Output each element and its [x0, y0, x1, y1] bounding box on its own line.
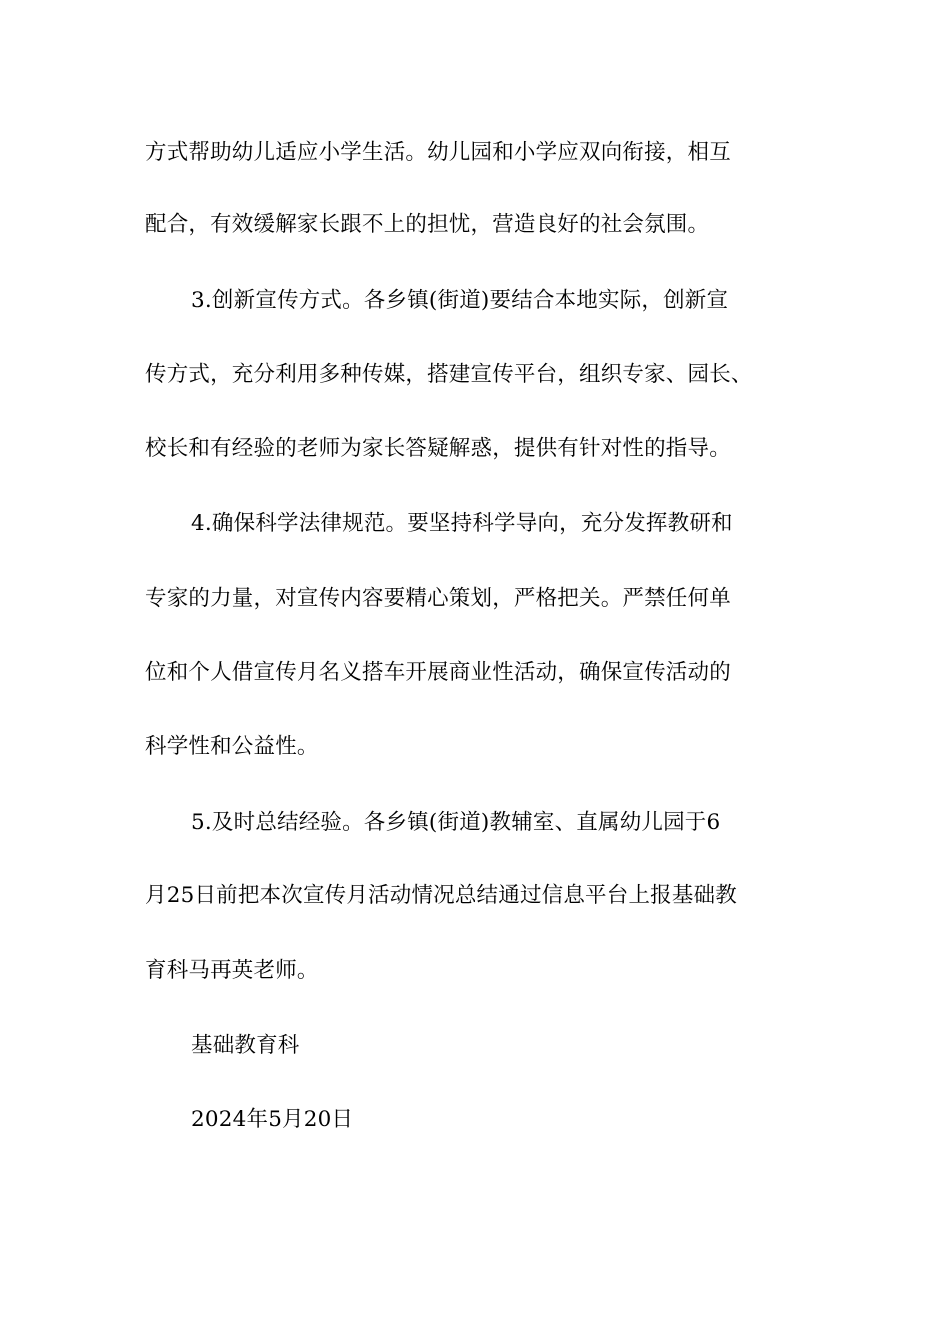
signature-department: 基础教育科	[191, 1033, 300, 1058]
paragraph-2-line-2: 配合，有效缓解家长跟不上的担忧，营造良好的社会氛围。	[145, 212, 710, 237]
item-5-line-3: 育科马再英老师。	[145, 958, 319, 983]
item-5-line-2: 月25日前把本次宣传月活动情况总结通过信息平台上报基础教	[145, 883, 737, 908]
item-5-line-1: 5.及时总结经验。各乡镇(街道)教辅室、直属幼儿园于6	[191, 810, 721, 835]
item-4-line-2: 专家的力量，对宣传内容要精心策划，严格把关。严禁任何单	[145, 586, 731, 611]
item-4-line-3: 位和个人借宣传月名义搭车开展商业性活动，确保宣传活动的	[145, 660, 731, 685]
item-4-line-1: 4.确保科学法律规范。要坚持科学导向，充分发挥教研和	[191, 511, 733, 536]
item-3-line-1: 3.创新宣传方式。各乡镇(街道)要结合本地实际，创新宣	[191, 288, 729, 313]
item-4-line-4: 科学性和公益性。	[145, 734, 319, 759]
item-3-line-3: 校长和有经验的老师为家长答疑解惑，提供有针对性的指导。	[145, 436, 731, 461]
signature-date: 2024年5月20日	[191, 1107, 354, 1132]
item-3-line-2: 传方式，充分利用多种传媒，搭建宣传平台，组织专家、园长、	[145, 362, 753, 387]
paragraph-2-line-1: 方式帮助幼儿适应小学生活。幼儿园和小学应双向衔接，相互	[145, 140, 731, 165]
